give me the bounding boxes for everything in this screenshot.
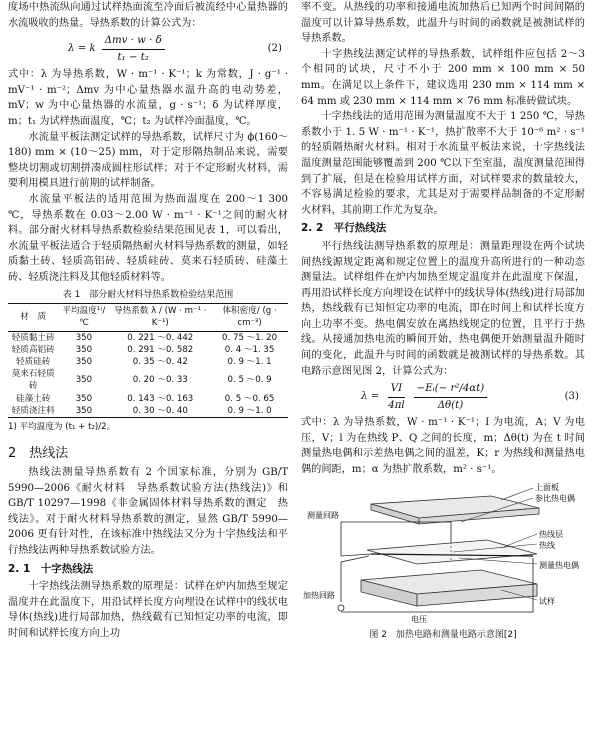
- table-cell: 0. 75 ～1. 20: [222, 332, 278, 343]
- table-cell: 0. 9 ～1. 0: [227, 405, 272, 416]
- table-cell: 0. 291 ～0. 582: [127, 344, 194, 355]
- label-measuring-thermocouple: 测量热电偶: [539, 560, 579, 570]
- label-diff-thermocouple: 参比热电偶: [535, 493, 575, 503]
- table-cell: 350: [75, 344, 93, 355]
- table-cell: 轻质高铝砖: [11, 344, 55, 355]
- formula-3-fraction-a: [385, 381, 407, 413]
- formula-2: [8, 31, 288, 67]
- left-paragraph-3: 水流量平板法测定试样的导热系数，试样尺寸为 ϕ(160～180) mm × (10～25) mm，对于定形隔热制品来说，需要整块切割或切割拼凑成圆柱形试样；对于不定形耐火材料，需要利用模具进行前期的试样制备。: [8, 131, 288, 190]
- formula-3: [301, 379, 585, 415]
- label-sample: 试样: [539, 596, 555, 606]
- formula-2-number: (2): [267, 43, 282, 55]
- left-column: [8, 0, 288, 642]
- leader-upper: [501, 488, 533, 500]
- section-2-heading: 2 热线法: [8, 445, 69, 461]
- table-cell: 0. 5 ～0. 9: [227, 375, 272, 386]
- heating-circuit-wire: [341, 556, 369, 602]
- formula-2-numerator: Δmv · w · δ: [102, 33, 165, 50]
- label-measuring-circuit: 测量回路: [307, 510, 339, 520]
- formula-2-fraction: [102, 33, 165, 65]
- left-paragraph-4: 水流量平板法的适用范围为热面温度在 200～1 300 ℃，导热系数在 0.03～2.00 W · m⁻¹ · K⁻¹之间的耐火材料。部分耐火材料导热系数检验结果范围见表 1，可以看出，水流量平板法适合于轻质隔热耐火材料导热系数的测量，如轻质黏土砖、轻质高铝砖、轻质硅砖、莫来石轻质砖、硅藻土砖、轻质浇注料及其他轻质材料等。: [8, 193, 288, 283]
- measuring-circuit-wire-2: [341, 522, 451, 542]
- table-cell: 0. 30 ～0. 40: [132, 405, 188, 416]
- figure-2: [301, 482, 585, 628]
- right-column: [301, 0, 585, 643]
- right-paragraph-4: 平行热线法测导热系数的原理是：测量距理设在两个试块间热线源规定距离和规定位置上的温度升高所进行的一种动态测量法。试样组件在炉内加热至规定温度并在此温度下保温，再用沿试样长度方向埋设在试样中的线状导体(热线)进行局部加热，热线载有已知恒定功率的电流，即在时间上和试样长度方向上功率不变。热电偶安放在离热线规定的位置，且平行于热线。从接通加热电流的瞬间开始，热电偶便开始测量温升随时间的变化，此温升与时间的函数就是被测试样的导热系数。其电路示意图见图 2，计算公式为：: [301, 240, 585, 377]
- formula-3-b-numerator: −Eᵢ(− r²/4αt): [414, 381, 488, 398]
- table-row: [8, 393, 288, 405]
- table-cell: 350: [75, 375, 93, 386]
- table-header-temperature: 平均温度¹⁾/℃: [62, 306, 106, 329]
- table-cell: 350: [75, 405, 93, 416]
- table-cell: 350: [75, 332, 93, 343]
- left-paragraph-2: 式中：λ 为导热系数，W · m⁻¹ · K⁻¹；k 为常数，J · g⁻¹ · mV⁻¹ · m⁻²；Δmv 为中心量热器水温升高的电动势差，mV；w 为中心量热器的水流量，g · s⁻¹；δ 为试样厚度，m；t₁ 为试样热面温度，℃；t₂ 为试样冷面温度，℃。: [8, 69, 288, 127]
- table-1-note: 1) 平均温度为 (t₁ + t₂)/2。: [8, 421, 116, 432]
- table-row: [8, 344, 288, 356]
- formula-2-lhs: λ = k: [68, 43, 96, 55]
- table-cell: 硅藻土砖: [15, 393, 51, 404]
- leader-meas-tc: [459, 558, 537, 564]
- formula-2-denominator: t₁ − t₂: [117, 51, 149, 63]
- table-cell: 0. 5 ～0. 65: [224, 393, 275, 404]
- label-voltage: 电压: [411, 614, 427, 624]
- table-cell: 0. 143 ～0. 163: [127, 393, 194, 404]
- power-source-icon: [338, 605, 344, 611]
- table-cell: 莫来石轻质砖: [11, 369, 55, 392]
- left-paragraph-6: 十字热线法测导热系数的原理是：试样在炉内加热至规定温度并在此温度下，用沿试样长度方向埋设在试样中的线状电导体(热线)进行局部加热，热线截有已知恒定功率的电流，即时间和试样长度方向上功: [8, 581, 288, 640]
- table-1: [8, 303, 288, 418]
- left-paragraph-5: 热线法测量导热系数有 2 个国家标准，分别为 GB/T 5990—2006《耐火材料 导热系数试验方法(热线法)》和 GB/T 10297—1998《非金属固体材料导热系数的测定 热线法》。对于耐火材料导热系数的测定，显然 GB/T 5990—2006 更有针对性，在该标准中热线法又分为十字热线法和平行热线法两种导热系数试验方法。: [8, 467, 288, 557]
- section-2-1-heading: 2. 1 十字热线法: [8, 562, 94, 575]
- table-header-density: 体积密度/ (g · cm⁻³): [222, 306, 277, 329]
- figure-2-caption: 图 2 加热电路和测量电路示意图[2]: [369, 629, 517, 640]
- label-upper-plate: 上面板: [535, 482, 559, 492]
- right-paragraph-1: 率不变。从热线的功率和接通电流加热后已知两个时间间隔的温度可以计算导热系数，此温升与时间的函数就是被测试样的导热系数。: [301, 2, 585, 45]
- table-1-title: 表 1 部分耐火材料导热系数检验结果范围: [62, 289, 234, 300]
- right-paragraph-3: 十字热线法的适用范围为测量温度不大于 1 250 ℃，导热系数小于 1. 5 W · m⁻¹ · K⁻¹，热扩散率不大于 10⁻⁶ m² · s⁻¹ 的轻质隔热耐火材料。相对于水流量平板法来说，十字热线法温度测量范围能够覆盖到 200 ℃以下至室温，温度测量范围得到了扩展，但是在检验用试样方面，对试样要求的数量较大，不容易满足检验的要求，尤其是对于需要样品制备的不定形耐火材料，其前期工作尤为复杂。: [301, 111, 585, 216]
- table-row: [8, 331, 288, 344]
- table-cell: 轻质浇注料: [11, 405, 55, 416]
- table-cell: 350: [75, 356, 93, 367]
- table-header-material: 材 质: [20, 312, 47, 323]
- label-wire-layer: 热线层: [539, 529, 563, 539]
- label-hot-wire: 热线: [539, 540, 555, 550]
- formula-3-number: (3): [564, 391, 579, 403]
- right-paragraph-5: 式中：λ 为导热系数，W · m⁻¹ · K⁻¹；I 为电流，A；V 为电压，V；l 为在热线 P、Q 之间的长度，m；Δθ(t) 为在 t 时间测量热电偶和示差热电偶之间的温差，K；r 为热线和测量热电偶的间距，m；α 为热扩散系数，m² · s⁻¹。: [301, 417, 585, 476]
- formula-3-a-denominator: 4πl: [388, 399, 405, 411]
- measuring-circuit-wire: [341, 522, 371, 556]
- circuit-diagram: [301, 482, 585, 628]
- table-cell: 轻质硅砖: [15, 356, 51, 367]
- formula-3-fraction-b: [414, 381, 488, 413]
- left-paragraph-1: 度场中热流纵向通过试样热面流至冷面后被流经中心量热器的水流吸收的热量。导热系数的计算公式为：: [8, 2, 288, 29]
- table-cell: 轻质黏土砖: [11, 332, 55, 343]
- table-cell: 0. 4 ～1. 35: [224, 344, 275, 355]
- table-cell: 0. 20 ～0. 33: [132, 375, 188, 386]
- table-header-conductivity: 导热系数 λ / (W · m⁻¹ · K⁻¹): [114, 306, 207, 329]
- table-cell: 0. 221 ～0. 442: [127, 332, 194, 343]
- table-cell: 0. 9 ～1. 1: [227, 356, 272, 367]
- table-row: [8, 405, 288, 418]
- table-row: [8, 368, 288, 392]
- formula-3-a-numerator: VI: [388, 381, 405, 398]
- right-paragraph-2: 十字热线法测定试样的导热系数，试样组件应包括 2～3 个相同的试块，尺寸不小于 200 mm × 100 mm × 50 mm。在满足以上条件下，建议选用 230 mm × 114 mm × 64 mm 或 230 mm × 114 mm × 76 mm 标准砖做试块。: [301, 48, 585, 107]
- table-header-row: [8, 304, 288, 331]
- section-2-2-heading: 2. 2 平行热线法: [301, 222, 387, 235]
- label-heating-circuit: 加热回路: [303, 590, 335, 600]
- table-row: [8, 356, 288, 368]
- formula-3-b-denominator: Δθ(t): [437, 399, 464, 411]
- formula-3-lhs: λ =: [361, 391, 380, 403]
- table-cell: 0. 35 ～0. 42: [132, 356, 188, 367]
- table-cell: 350: [75, 393, 93, 404]
